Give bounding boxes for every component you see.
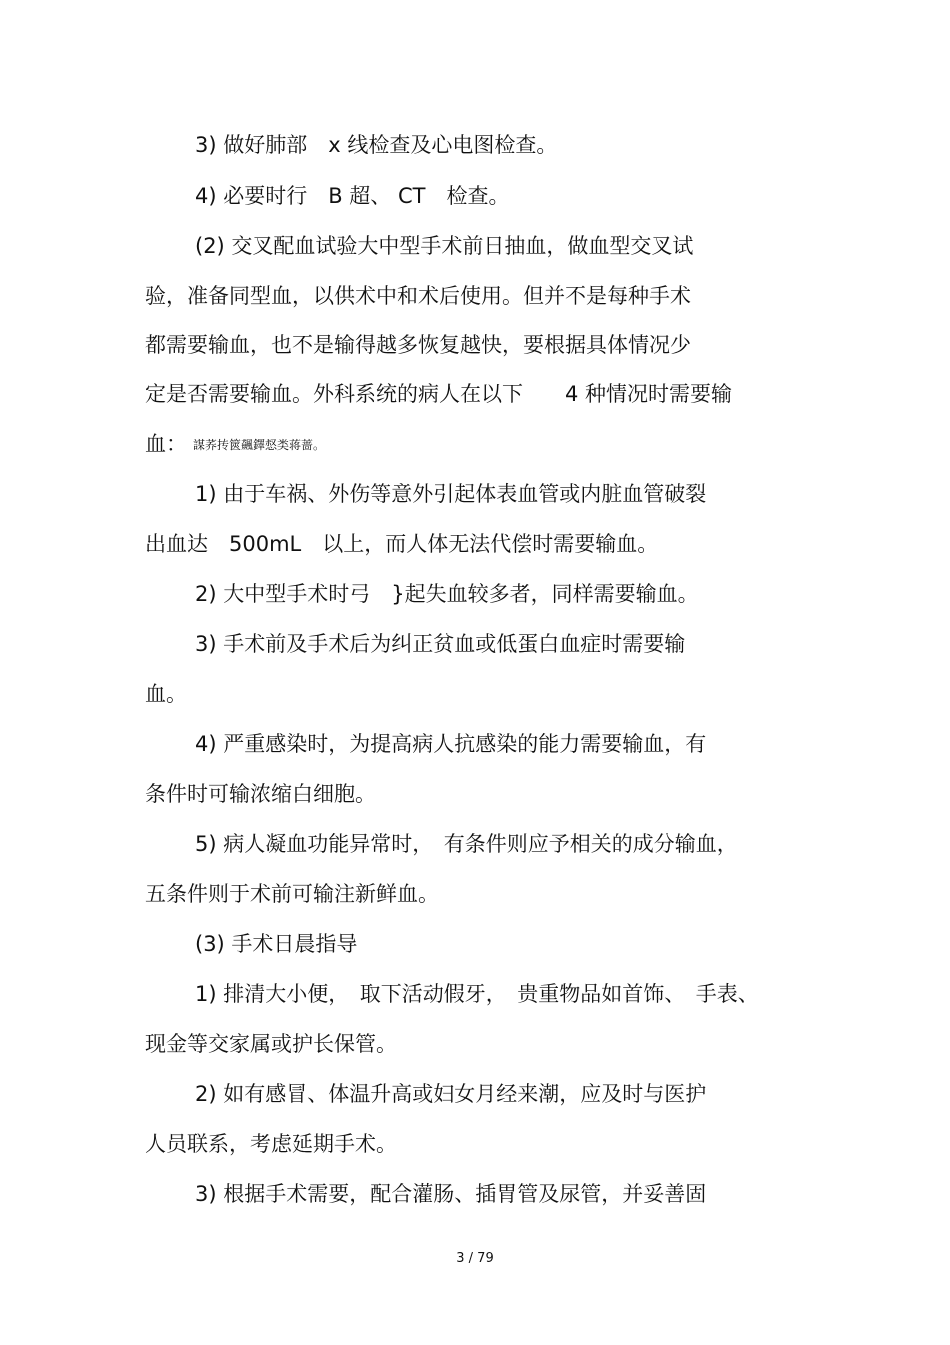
text-line: 1) 由于车祸、外伤等意外引起体表血管或内脏血管破裂	[195, 482, 707, 506]
text-line: 1) 排清大小便， 取下活动假牙， 贵重物品如首饰、 手表、	[195, 982, 759, 1006]
text-line: 5) 病人凝血功能异常时， 有条件则应予相关的成分输血，	[195, 832, 738, 856]
text-line: 4) 严重感染时，为提高病人抗感染的能力需要输血，有	[195, 732, 707, 756]
text-line: 2) 大中型手术时弓 }起失血较多者，同样需要输血。	[195, 582, 699, 606]
text-line: 3) 做好肺部 x 线检查及心电图检查。	[195, 133, 558, 157]
text-line: 定是否需要输血。外科系统的病人在以下 4 种情况时需要输	[145, 382, 733, 406]
text-line: 条件时可输浓缩白细胞。	[145, 782, 376, 806]
garbled-note: 謀荞抟篋飆鐸惄类蒋蔷。	[193, 438, 326, 452]
text-line: 出血达 500mL 以上，而人体无法代偿时需要输血。	[145, 532, 659, 556]
text-line: 2) 如有感冒、体温升高或妇女月经来潮，应及时与医护	[195, 1082, 707, 1106]
page-number: 3 / 79	[456, 1251, 494, 1266]
text-line: 现金等交家属或护长保管。	[145, 1032, 397, 1056]
text-line: 人员联系，考虑延期手术。	[145, 1132, 397, 1156]
text-line: (2) 交叉配血试验大中型手术前日抽血，做血型交叉试	[195, 234, 694, 258]
section-heading: (3) 手术日晨指导	[195, 932, 358, 956]
text-line: 4) 必要时行 B 超、 CT 检查。	[195, 184, 510, 208]
text-line: 五条件则于术前可输注新鲜血。	[145, 882, 439, 906]
text-fragment: 血：	[145, 432, 187, 456]
text-line: 验，准备同型血，以供术中和术后使用。但并不是每种手术	[145, 284, 691, 308]
text-line: 3) 手术前及手术后为纠正贫血或低蛋白血症时需要输	[195, 632, 686, 656]
text-line: 血。	[145, 682, 187, 706]
text-line-with-note	[145, 431, 325, 458]
text-line: 3) 根据手术需要，配合灌肠、插胃管及尿管，并妥善固	[195, 1182, 707, 1206]
text-line: 都需要输血，也不是输得越多恢复越快，要根据具体情况少	[145, 333, 691, 357]
